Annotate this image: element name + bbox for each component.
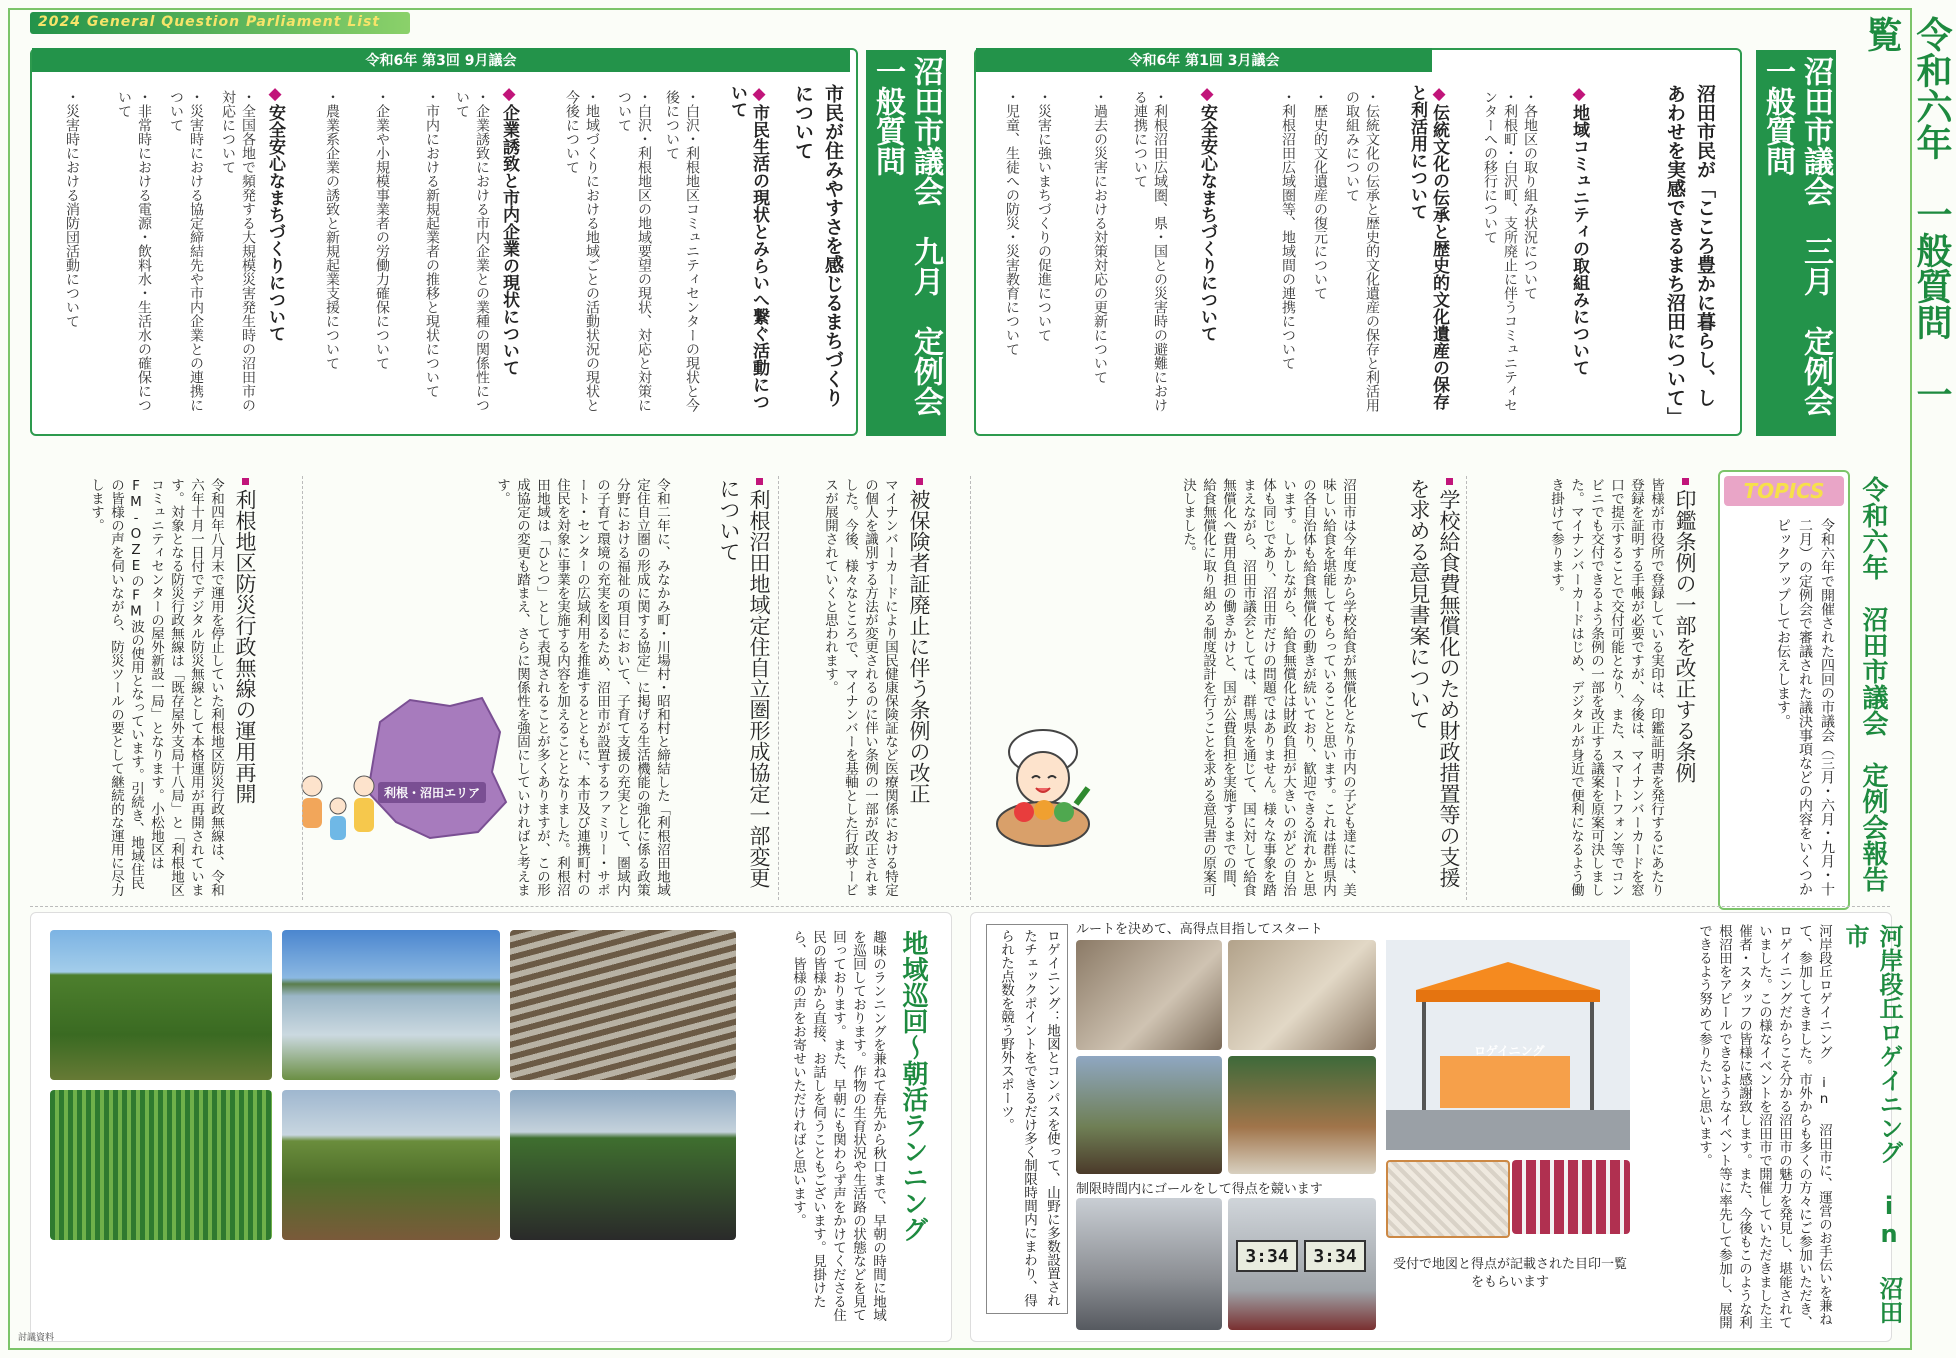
march-topic-2-title: ◆伝統文化の伝承と歴史的文化遺産の保存と利活用について: [1407, 84, 1449, 410]
photo-tilled-field: [282, 1090, 500, 1240]
photo-furrows: [510, 930, 736, 1080]
article-2-title: 学校給食費無償化のため財政措置等の支援を求める意見書案について: [1407, 478, 1461, 888]
rogaining-body: 河岸段丘ロゲイニング in 沼田市に、運営のお手伝いを兼ねて、参加してきました。市外からも多くの方々にご参加いただき、ロゲイニングだからこそ分かる沼田市の魅力を発見し、堪能されていました。この様なイベントを沼田市で開催していただきました主催者・スタッフの皆様に感謝致します。また、今後もこのような利根沼田をアピールできるようなイベント等に率先して参加し、展開できるよう努めて参りたいと思います。: [1696, 924, 1832, 1329]
area-map: [360, 692, 508, 842]
article-3-title: 被保険者証廃止に伴う条例の改正: [906, 478, 932, 898]
photo-checkpoint-statue: [1076, 1056, 1222, 1174]
article-1-body: 皆様が市役所で登録している実印は、印鑑証明書を発行するにあたり登録を証明する手帳が必要ですが、今後は、マイナンバーカードを窓口で提示することで交付可能となり、また、スマートフォン等でコンビニでも交付できるよう条例の一部を改正する議案を原案可決しました。マイナンバーカードはじめ、デジタルが身近で便利になるよう働き掛けて参ります。: [1548, 478, 1664, 897]
september-topic-2-item-1: ・企業誘致における市内企業との業種の関係性について: [454, 90, 490, 412]
photo-corn-rows: [510, 1090, 736, 1240]
march-topic-2-item-1: ・伝統文化の伝承と歴史的文化遺産の保存と利活用の取組みについて: [1344, 90, 1380, 412]
topics-intro: 令和六年で開催された四回の市議会（三月・六月・九月・十二月）の定例会で審議された議決事項などの内容をいくつかピックアップしてお伝えします。: [1775, 518, 1835, 896]
caption-bottom: 制限時間内にゴールをして得点を競います: [1076, 1182, 1323, 1197]
march-topic-3-item-3: ・災害に強いまちづくりの促進について: [1036, 90, 1052, 342]
march-lead: 沼田市民が「こころ豊かに暮らし、しあわせを実感できるまち沼田について」: [1664, 84, 1716, 426]
september-topic-3-item-2: ・災害時における協定締結先や市内企業との連携について: [168, 90, 204, 412]
divider: [970, 476, 971, 900]
article-4-body: 令和二年に、みなかみ町・川場村・昭和村と締結した「利根沼田地域定住自立圏の形成に関する協定」に掲げる生活機能の強化に係る政策分野における福祉の項目において、子育て支援の充実として、圏域内の子育て環境の充実を図るため、沼田市が設置するファミリー・サポート・センターの広域利用を推進するとともに、本市及び連携町村の住民を対象に事業を実施する内容を加えることとなりました。利根沼田地域は「ひとつ」として表現されることが多くありますが、この形成協定の変更も踏まえ、さらに関係性を強固にしていければと考えます。: [494, 478, 670, 897]
photo-goal-crowd: [1076, 1198, 1222, 1330]
divider: [778, 476, 779, 900]
september-topic-2-item-3: ・企業や小規模事業者の労働力確保について: [374, 90, 390, 370]
march-topic-3-item-1: ・利根沼田広域圏、県・国との災害時の避難における連携について: [1132, 90, 1168, 412]
article-5-body: 令和四年八月末で運用を停止していた利根地区防災行政無線は、令和六年十月一日付でデジタル防災無線として本格運用が再開されています。対象となる防災行政無線は「既存屋外支局十八局」と「利根地区コミュニティセンターの屋外新設一局」となります。小松地区はFM-OZEのFM波の使用となっています。引続き、地域住民の皆様の声を伺いながら、防災ツールの要として継続的な運用に尽力します。: [88, 478, 224, 897]
divider: [1466, 476, 1467, 900]
march-topic-1-item-2: ・利根町・白沢町、支所廃止に伴うコミュニティセンターへの移行について: [1482, 90, 1518, 412]
topics-title: 令和六年 沼田市議会 定例会報告: [1858, 476, 1888, 892]
photo-orchard: [50, 930, 272, 1080]
march-topic-2-item-2: ・歴史的文化遺産の復元について: [1312, 90, 1328, 300]
article-3-body: マイナンバーカードにより国民健康保険証など医療関係における特定の個人を識別する方法が変更されるのに伴い条例の一部が改正されました。今後、様々なところで、マイナンバーを基軸とした行政サービスが展開されていくと思われます。: [822, 478, 898, 897]
march-topic-1-title: ◆地域コミュニティの取組みについて: [1569, 84, 1589, 376]
september-topic-1-item-1: ・白沢・利根地区コミュニティセンターの現状と今後について: [664, 90, 700, 412]
header-banner-text: 2024 General Question Parliament List: [38, 14, 381, 30]
september-topic-1-item-3: ・地域づくりにおける地域ごとの活動状況の現状と今後について: [564, 90, 600, 412]
march-side-title: 沼田市議会 三月 定例会 一般質問: [1756, 50, 1836, 436]
september-topic-3-item-4: ・災害時における消防団活動について: [64, 90, 80, 328]
september-topic-3-item-3: ・非常時における電源・飲料水・生活水の確保について: [116, 90, 152, 412]
photo-rice-field: [282, 930, 500, 1080]
article-5-title: 利根地区防災行政無線の運用再開: [232, 478, 258, 898]
march-topic-1-item-1: ・各地区の取り組み状況について: [1522, 90, 1538, 300]
september-side-title: 沼田市議会 九月 定例会 一般質問: [866, 50, 946, 436]
september-topic-2-title: ◆企業誘致と市内企業の現状について: [499, 84, 519, 376]
september-topic-1-item-2: ・白沢・利根地区の地域要望の現状、対応と対策について: [616, 90, 652, 412]
family-illustration: [296, 770, 380, 850]
divider: [30, 906, 1890, 907]
chef-illustration: [988, 720, 1098, 850]
caption-top: ルートを決めて、高得点目指してスタート: [1076, 922, 1323, 937]
photo-planning-1: [1076, 940, 1222, 1050]
footer-note: 討議資料: [18, 1333, 55, 1343]
september-topic-2-item-2: ・市内における新規起業者の推移と現状について: [424, 90, 440, 398]
photo-shrine-runner: [1228, 1056, 1376, 1174]
march-topic-3-title: ◆安全安心なまちづくりについて: [1197, 84, 1217, 342]
caption-right: 受付で地図と得点が記載された目印一覧をもらいます: [1392, 1257, 1627, 1290]
march-topic-3-item-2: ・過去の災害における対策対応の更新について: [1092, 90, 1108, 384]
september-lead: 市民が住みやすさを感じるまちづくりについて: [792, 84, 844, 407]
photo-onion-field: [50, 1090, 272, 1240]
clock-display-1: 3:34: [1236, 1240, 1298, 1272]
march-tab: 令和6年 第1回 3月議会: [976, 48, 1432, 72]
september-topic-1-title: ◆市民生活の現状とみらいへ繋ぐ活動について: [727, 84, 769, 410]
article-4-title: 利根沼田地域定住自立圏形成協定一部変更について: [717, 478, 771, 888]
topics-badge: TOPICS: [1724, 476, 1844, 506]
tent-label: ロゲイニング: [1474, 1044, 1545, 1058]
september-topic-2-item-4: ・農業系企業の誘致と新規起業支援について: [324, 90, 340, 370]
september-topic-3-item-1: ・全国各地で頻発する大規模災害発生時の沼田市の対応について: [220, 90, 256, 412]
rogaining-title: 河岸段丘ロゲイニング in 沼田市: [1841, 924, 1903, 1324]
running-title: 地域巡回～朝活ランニング: [898, 930, 928, 1242]
photo-planning-2: [1228, 940, 1376, 1050]
map-label: 利根・沼田エリア: [378, 782, 486, 803]
march-topic-3-item-4: ・児童、生徒への防災・災害教育について: [1004, 90, 1020, 356]
main-title: 令和六年 一般質問 一覧: [1861, 16, 1952, 412]
divider: [302, 476, 303, 900]
photo-map-sheet: [1386, 1160, 1510, 1238]
photo-checkpoint-list: [1512, 1160, 1630, 1234]
september-tab: 令和6年 第3回 9月議会: [32, 48, 850, 72]
clock-display-2: 3:34: [1304, 1240, 1366, 1272]
march-topic-2-item-3: ・利根沼田広域圏等、地域間の連携について: [1280, 90, 1296, 370]
rogaining-explain: ロゲイニング：地図とコンパスを使って、山野に多数設置されたチェックポイントをできるだけ多く制限時間内にまわり、得られた点数を競う野外スポーツ。: [986, 924, 1068, 1314]
article-1-title: 印鑑条例の一部を改正する条例: [1672, 478, 1698, 898]
running-body: 趣味のランニングを兼ねて春先から秋口まで、早朝の時間に地域を巡回しております。作物の生育状況や生活路の状態などを見て回っております。また、早朝にも関わらず声をかけてくださる住民の皆様から直接、お話しを伺うこともございます。見掛けたら、皆様の声をお寄せいただければと思います。: [790, 930, 886, 1322]
september-topic-3-title: ◆安全安心なまちづくりについて: [265, 84, 285, 342]
article-2-body: 沼田市は今年度から学校給食が無償化となり市内の子ども達には、美味しい給食を堪能してもらっていることと思います。これは群馬県内の各自治体も給食無償化の動きが続いており、歓迎できる流れかと思います。しかしながら、給食無償化は財政負担が大きいのがどの自治体も同じであり、沼田市だけの問題ではありません。様々な事象を踏まえながら、沼田市議会としては、群馬県を通じて、国に対して給食無償化へ費用負担の働きかけと、国が公費負担を実施するまでの間、給食無償化に取り組める制度設計を行うことを求める意見書の原案可決しました。: [1180, 478, 1356, 897]
